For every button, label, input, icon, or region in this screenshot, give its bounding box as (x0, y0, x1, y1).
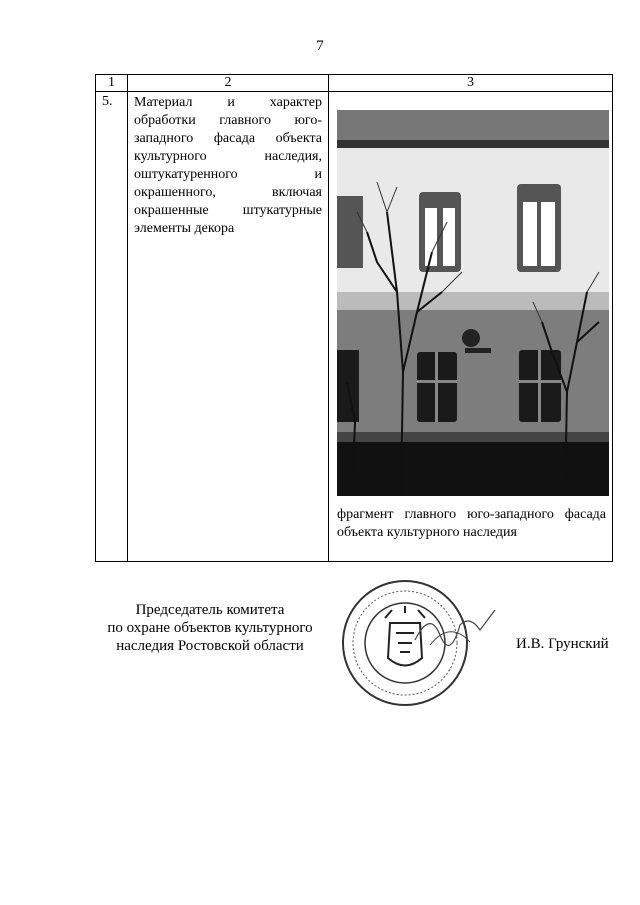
photo-caption: фрагмент главного юго-западного фасада объекта культурного наследия (337, 507, 606, 540)
table-row (96, 92, 613, 562)
signatory-position (95, 601, 325, 655)
position-line-2: по охране объектов культурного (107, 620, 313, 636)
handwritten-signature (410, 600, 500, 660)
position-line-3: наследия Ростовской области (116, 638, 304, 654)
objects-table (95, 74, 613, 562)
row-description: Материал и характер обработки главного юго-западного фасада объекта культурного наследия, оштукатуренного и окрашенного, включая окрашенные штукатурные элементы декора (128, 92, 329, 562)
signatory-name: И.В. Грунский (516, 636, 609, 652)
position-line-1: Председатель комитета (135, 602, 285, 618)
header-col-1: 1 (96, 75, 128, 92)
table-header-row (96, 75, 613, 92)
photo-cell (329, 92, 613, 562)
facade-photo (337, 92, 609, 496)
header-col-2: 2 (128, 75, 329, 92)
header-col-3: 3 (329, 75, 613, 92)
page-number: 7 (316, 38, 324, 54)
row-number: 5. (96, 92, 128, 562)
